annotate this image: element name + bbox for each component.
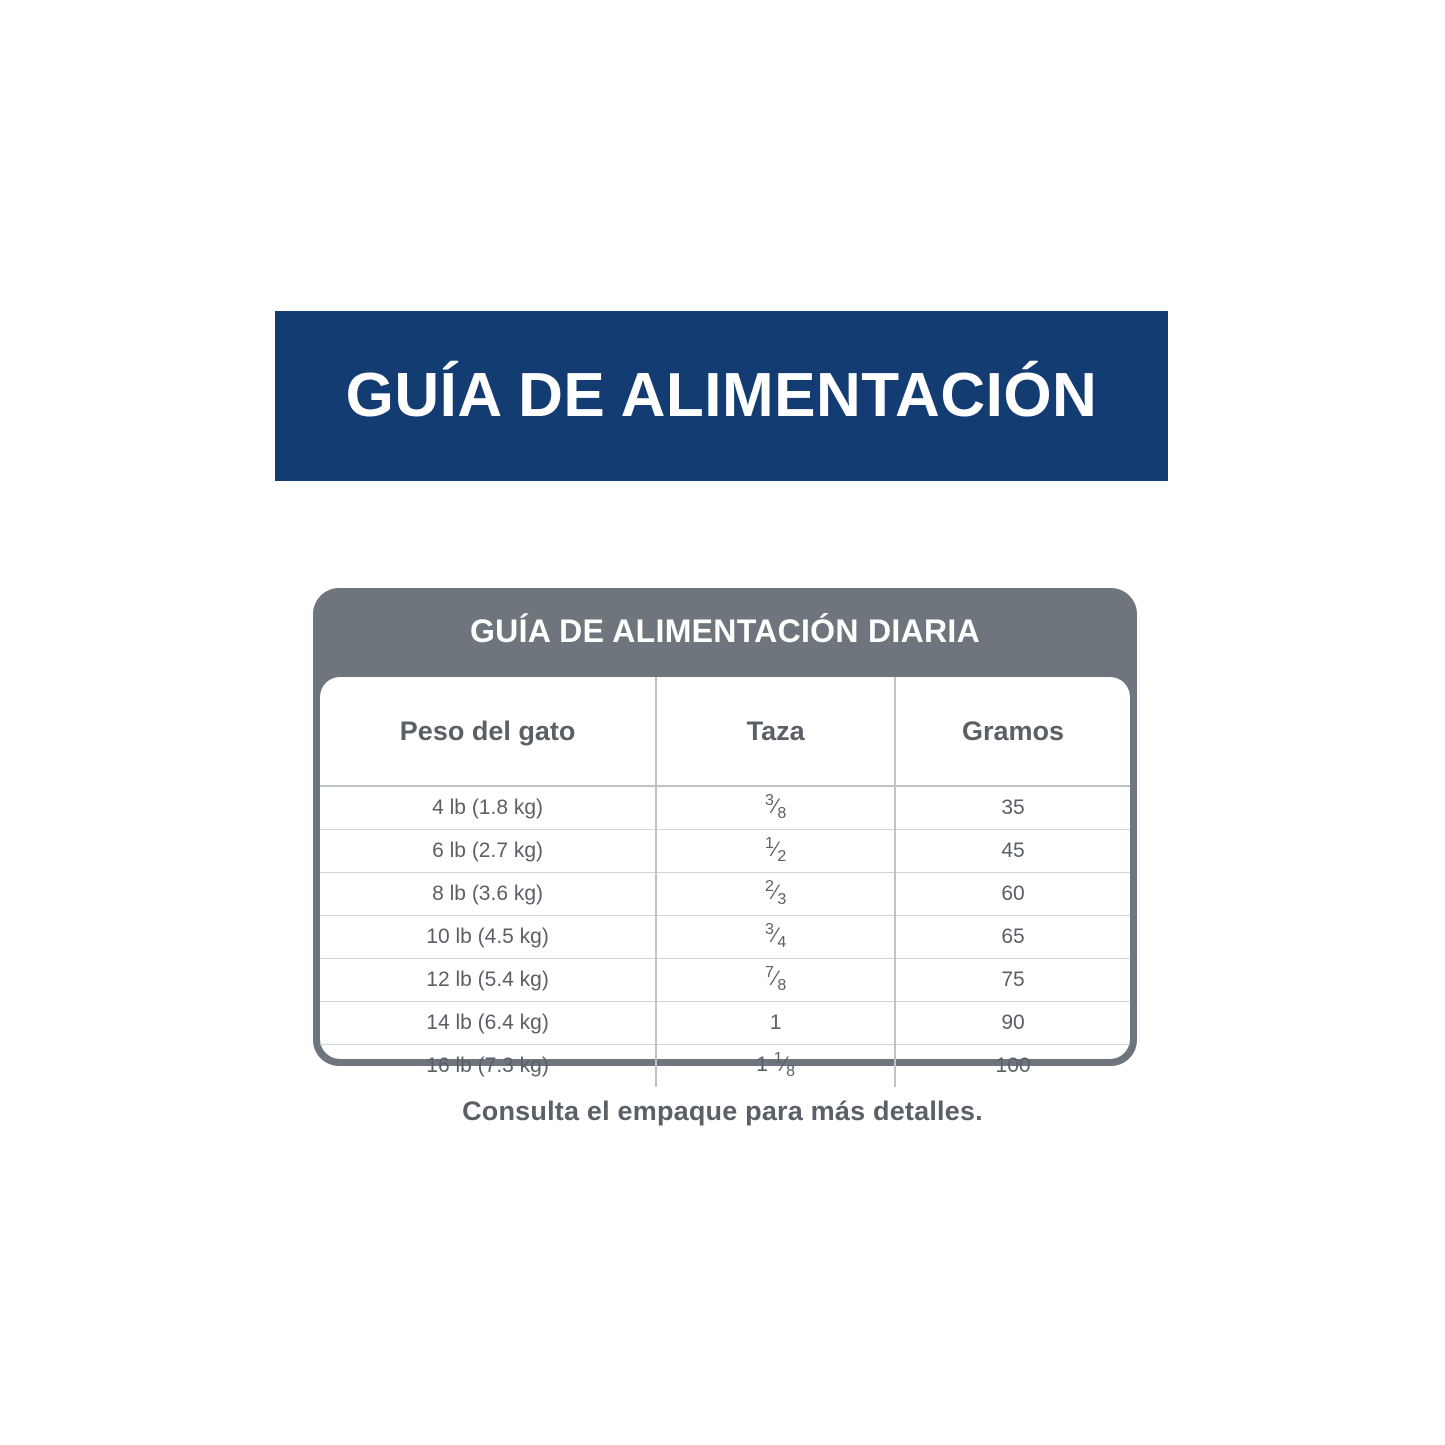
cell-weight: 8 lb (3.6 kg) <box>320 873 656 916</box>
cell-grams: 35 <box>895 786 1130 830</box>
column-header-grams: Gramos <box>895 677 1130 786</box>
cell-grams: 90 <box>895 1002 1130 1045</box>
cell-grams: 65 <box>895 916 1130 959</box>
table-row <box>320 959 1130 1002</box>
card-title: GUÍA DE ALIMENTACIÓN DIARIA <box>469 613 980 649</box>
table-header-row <box>320 677 1130 786</box>
column-header-cup: Taza <box>656 677 895 786</box>
cell-cup: 1 <box>656 1002 895 1045</box>
cell-grams: 45 <box>895 830 1130 873</box>
cell-grams: 60 <box>895 873 1130 916</box>
table-row <box>320 873 1130 916</box>
cell-weight: 4 lb (1.8 kg) <box>320 786 656 830</box>
cell-cup: $^7⁄_8$ <box>656 959 895 1002</box>
cell-cup: $^2⁄_3$ <box>656 873 895 916</box>
cell-weight: 14 lb (6.4 kg) <box>320 1002 656 1045</box>
cell-grams: 100 <box>995 1054 1031 1077</box>
table-row <box>320 916 1130 959</box>
cell-weight: 12 lb (5.4 kg) <box>320 959 656 1002</box>
cell-weight: 10 lb (4.5 kg) <box>320 916 656 959</box>
cell-grams: 75 <box>895 959 1130 1002</box>
daily-feeding-guide-card <box>313 588 1137 1081</box>
footnote-text: Consulta el empaque para más detalles. <box>462 1096 983 1126</box>
table-row <box>320 1002 1130 1045</box>
cell-weight: 16 lb (7.3 kg) <box>320 1045 656 1088</box>
cell-weight: 6 lb (2.7 kg) <box>320 830 656 873</box>
feeding-table-container <box>320 677 1130 1081</box>
table-row <box>320 830 1130 873</box>
cell-cup: $^3⁄_8$ <box>656 786 895 830</box>
table-row <box>320 1045 1130 1088</box>
column-header-weight: Peso del gato <box>320 677 656 786</box>
page-title: GUÍA DE ALIMENTACIÓN <box>345 361 1098 430</box>
cell-cup: $^3⁄_4$ <box>656 916 895 959</box>
cell-cup: $^1⁄_2$ <box>656 830 895 873</box>
cell-cup: 1 $^1⁄_8$ <box>656 1045 895 1088</box>
feeding-table <box>320 677 1130 1087</box>
table-row <box>320 786 1130 830</box>
feeding-guide-banner <box>275 311 1168 481</box>
